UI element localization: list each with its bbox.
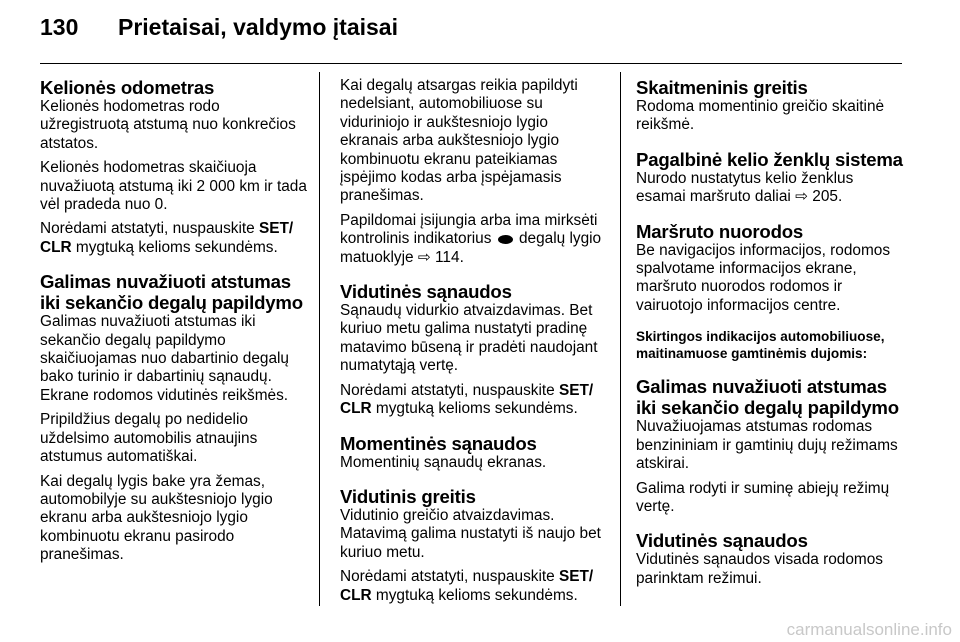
column-3 — [636, 77, 904, 588]
column-1 — [40, 77, 308, 565]
paragraph: Papildomai įsijungia arba ima mirksėti kontrolinis indikatorius degalų lygio matuoklyje ⇨ 114. — [340, 211, 602, 266]
paragraph: Sąnaudų vidurkio atvaizdavimas. Bet kuriuo metu galima nustatyti pradinę matavimo būseną ir pradėti naudojant numatytąją vertę. — [340, 302, 598, 375]
paragraph: Galimas nuvažiuoti atstumas iki sekančio degalų papildymo skaičiuojamas nuo dabartinio degalų bako turinio ir dabartinių sąnaudų. Ekrane rodomos vidutinės reikšmės. — [40, 313, 289, 404]
fuel-indicator-icon — [498, 235, 513, 244]
paragraph: Rodoma momentinio greičio skaitinė reikšmė. — [636, 98, 885, 134]
subheading-cng-vehicles: Skirtingos indikacijos automobiliuose, maitinamuose gamtinėmis dujomis: — [636, 329, 885, 361]
paragraph: Norėdami atstatyti, nuspauskite SET/ CLR mygtuką kelioms sekundėms. — [340, 568, 594, 604]
page-header — [40, 14, 398, 41]
set-clr-key-label: SET/ CLR — [40, 220, 294, 256]
section-heading-traffic-sign-assistant: Pagalbinė kelio ženklų sistema — [636, 148, 903, 170]
paragraph: Kai degalų atsargas reikia papildyti nedelsiant, automobiliuose su viduriniojo ir aukštesniojo lygio ekranais arba aukštesniojo lygio kombinuotu ekranu pateikiamas įspėjimo kodas arba įspėjamasis pranešimas. — [340, 77, 578, 205]
paragraph: Norėdami atstatyti, nuspauskite SET/ CLR mygtuką kelioms sekundėms. — [40, 220, 294, 256]
column-divider-2 — [620, 72, 621, 606]
paragraph: Nuvažiuojamas atstumas rodomas benzininiam ir gamtinių dujų režimams atskirai. — [636, 418, 898, 473]
section-heading-range: Galimas nuvažiuoti atstumas iki sekančio degalų papildymo — [40, 271, 303, 314]
page-number: 130 — [40, 14, 79, 40]
section-heading-range-cng: Galimas nuvažiuoti atstumas iki sekančio degalų papildymo — [636, 376, 899, 419]
section-heading-instant-consumption: Momentinės sąnaudos — [340, 432, 537, 454]
paragraph: Kelionės hodometras rodo užregistruotą atstumą nuo konkrečios atstatos. — [40, 98, 296, 152]
paragraph: Nurodo nustatytus kelio ženklus esamai maršruto daliai ⇨ 205. — [636, 169, 854, 206]
section-heading-average-speed: Vidutinis greitis — [340, 485, 476, 507]
paragraph: Norėdami atstatyti, nuspauskite SET/ CLR mygtuką kelioms sekundėms. — [340, 381, 594, 418]
paragraph: Pripildžius degalų po nedidelio uždelsimo automobilis atnaujins atstumus automatiškai. — [40, 411, 258, 466]
column-divider-1 — [319, 72, 320, 606]
section-heading-average-consumption-cng: Vidutinės sąnaudos — [636, 530, 808, 552]
header-rule — [40, 63, 902, 64]
section-heading-digital-speed: Skaitmeninis greitis — [636, 77, 808, 98]
paragraph: Be navigacijos informacijos, rodomos spalvotame informacijos ekrane, maršruto nuorodos rodomos ir vairuotojo informacijos centre. — [636, 241, 891, 314]
paragraph: Vidutinės sąnaudos visada rodomos parinktam režimui. — [636, 551, 883, 587]
paragraph: Momentinių sąnaudų ekranas. — [340, 453, 547, 471]
paragraph: Kelionės hodometras skaičiuoja nuvažiuotą atstumą iki 2 000 km ir tada vėl pradeda nuo 0. — [40, 159, 307, 214]
set-clr-key-label: SET/ CLR — [340, 381, 594, 418]
paragraph: Vidutinio greičio atvaizdavimas. Matavimą galima nustatyti iš naujo bet kuriuo metu. — [340, 506, 601, 561]
section-heading-route-guidance: Maršruto nuorodos — [636, 220, 804, 242]
page-title: Prietaisai, valdymo įtaisai — [118, 14, 398, 40]
section-heading-trip-odometer: Kelionės odometras — [40, 77, 215, 98]
page-reference: ⇨ 114 — [417, 248, 460, 266]
paragraph: Kai degalų lygis bake yra žemas, automobilyje su aukštesniojo lygio ekranu arba aukštesniojo lygio kombinuotu ekranu pasirodo pranešimas. — [40, 472, 273, 564]
section-heading-average-consumption: Vidutinės sąnaudos — [340, 281, 512, 303]
page-reference: ⇨ 205 — [795, 188, 838, 206]
paragraph: Galima rodyti ir suminę abiejų režimų vertę. — [636, 479, 890, 516]
watermark: carmanualsonline.info — [786, 620, 952, 639]
set-clr-key-label: SET/ CLR — [340, 568, 594, 604]
column-2 — [340, 77, 605, 605]
